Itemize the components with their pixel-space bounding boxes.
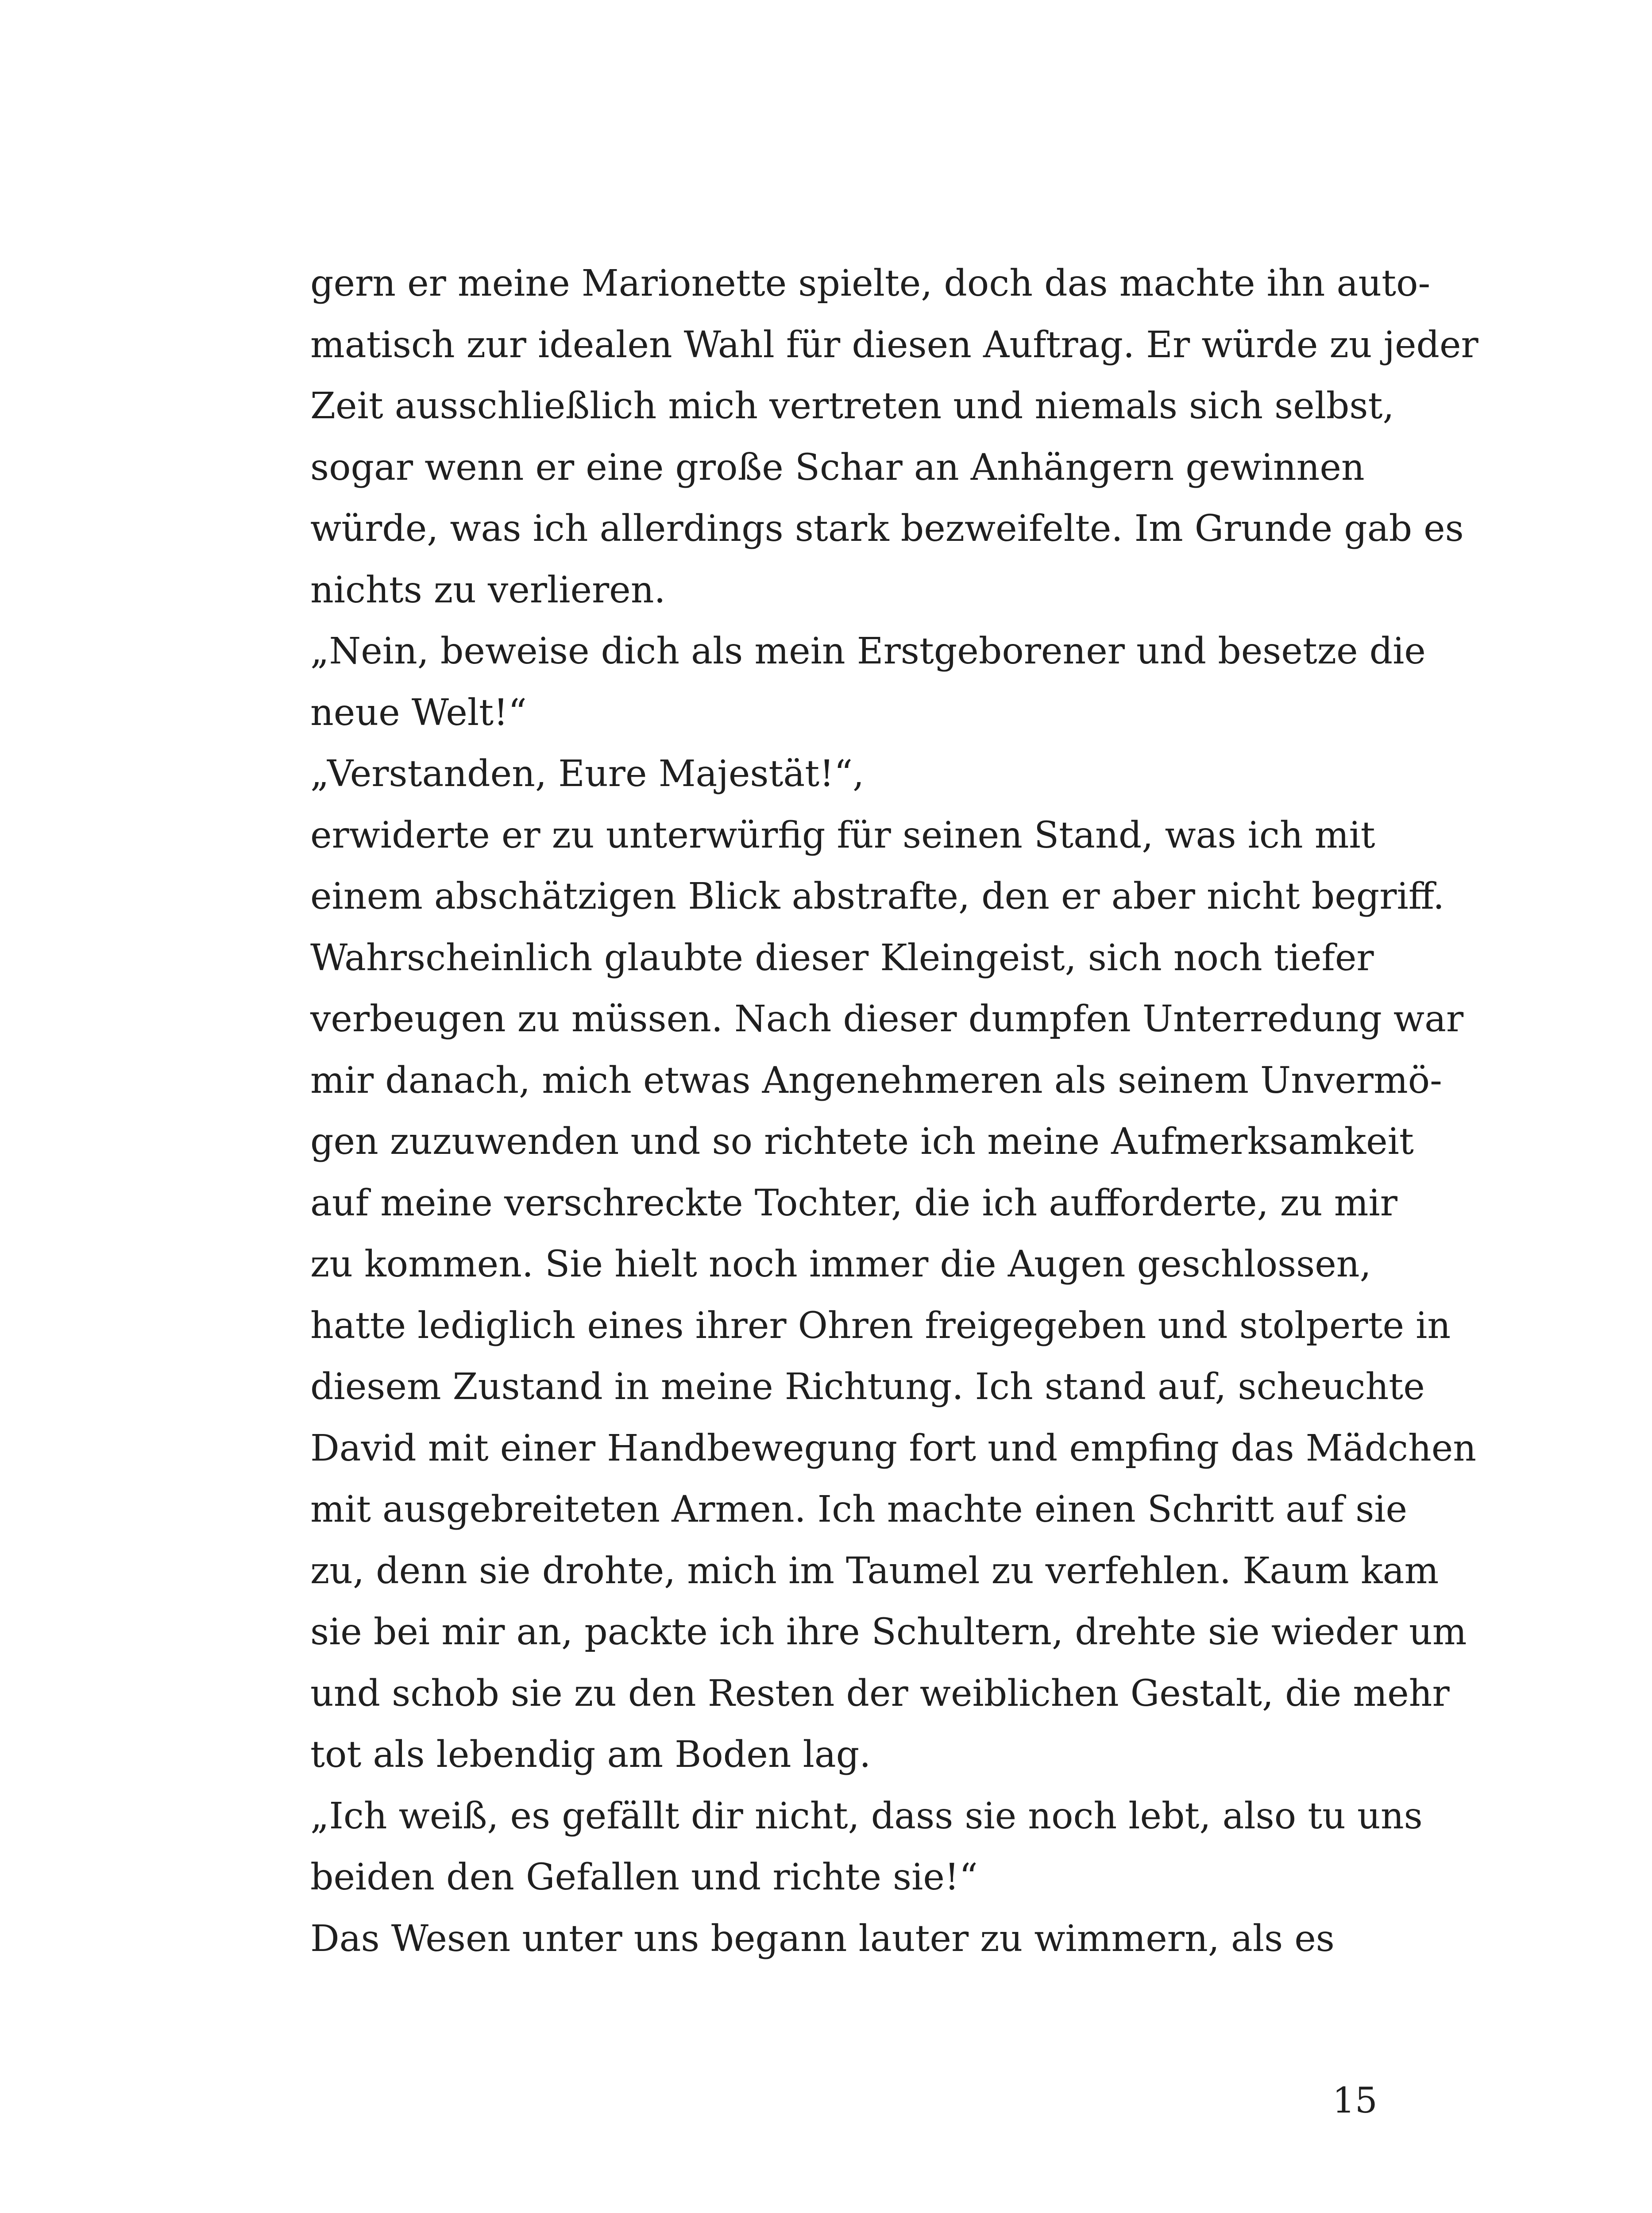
text-line: würde, was ich allerdings stark bezweifelte. Im Grunde gab es [310, 508, 1464, 550]
text-line: und schob sie zu den Resten der weiblichen Gestalt, die mehr [310, 1672, 1450, 1715]
text-line: mit ausgebreiteten Armen. Ich machte einen Schritt auf sie [310, 1488, 1408, 1531]
body-text [310, 253, 1478, 1970]
text-line: sogar wenn er eine große Schar an Anhängern gewinnen [310, 446, 1365, 489]
text-line: auf meine verschreckte Tochter, die ich aufforderte, zu mir [310, 1182, 1397, 1224]
text-line: Wahrscheinlich glaubte dieser Kleingeist, sich noch tiefer [310, 937, 1374, 979]
text-line: erwiderte er zu unterwürfig für seinen Stand, was ich mit [310, 814, 1375, 856]
text-line: Das Wesen unter uns begann lauter zu wimmern, als es [310, 1917, 1335, 1960]
text-line: neue Welt!“ [310, 691, 527, 734]
text-line: nichts zu verlieren. [310, 569, 666, 611]
text-line: diesem Zustand in meine Richtung. Ich stand auf, scheuchte [310, 1366, 1425, 1408]
text-line: „Ich weiß, es gefällt dir nicht, dass sie noch lebt, also tu uns [310, 1795, 1423, 1837]
text-line: tot als lebendig am Boden lag. [310, 1734, 871, 1776]
text-line: sie bei mir an, packte ich ihre Schultern, drehte sie wieder um [310, 1611, 1467, 1653]
text-line: „Verstanden, Eure Majestät!“, [310, 753, 865, 795]
text-line: zu kommen. Sie hielt noch immer die Augen geschlossen, [310, 1243, 1371, 1285]
text-line: Zeit ausschließlich mich vertreten und niemals sich selbst, [310, 385, 1394, 427]
text-line: verbeugen zu müssen. Nach dieser dumpfen Unterredung war [310, 998, 1464, 1040]
text-line: gen zuzuwenden und so richtete ich meine Aufmerksamkeit [310, 1121, 1414, 1163]
text-line: hatte lediglich eines ihrer Ohren freigegeben und stolperte in [310, 1304, 1451, 1347]
text-line: „Nein, beweise dich als mein Erstgeborener und besetze die [310, 630, 1426, 672]
text-line: zu, denn sie drohte, mich im Taumel zu verfehlen. Kaum kam [310, 1550, 1439, 1592]
text-line: David mit einer Handbewegung fort und empfing das Mädchen [310, 1427, 1477, 1469]
page-number: 15 [1332, 2080, 1378, 2121]
text-line: mir danach, mich etwas Angenehmeren als seinem Unvermö- [310, 1059, 1442, 1102]
text-line: einem abschätzigen Blick abstrafte, den er aber nicht begriff. [310, 875, 1445, 918]
text-line: beiden den Gefallen und richte sie!“ [310, 1856, 978, 1898]
text-line: matisch zur idealen Wahl für diesen Auftrag. Er würde zu jeder [310, 324, 1478, 366]
text-line: gern er meine Marionette spielte, doch das machte ihn auto- [310, 262, 1431, 305]
